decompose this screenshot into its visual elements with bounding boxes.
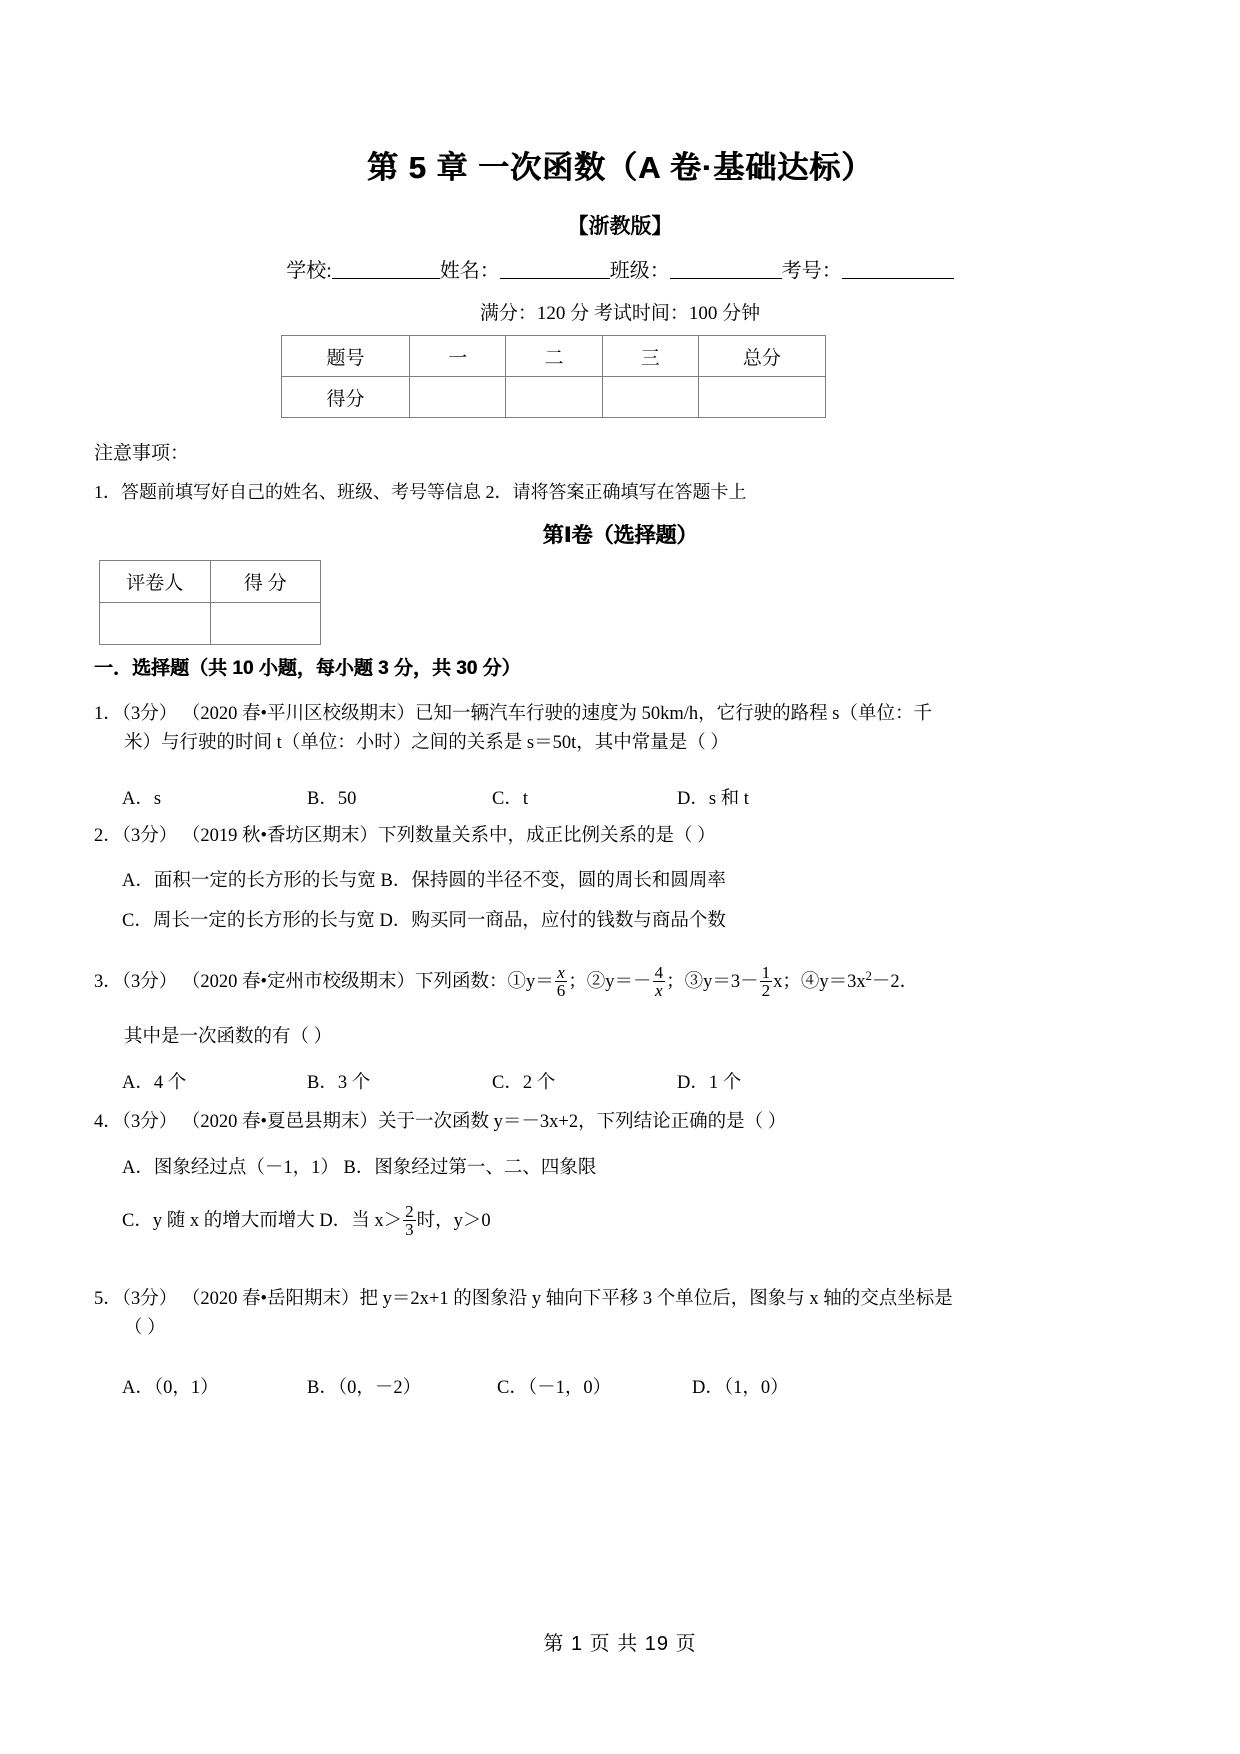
page-title: 第 5 章 一次函数（A 卷·基础达标）	[366, 150, 874, 185]
question-3-stem	[94, 962, 1154, 1001]
question-1-text: 已知一辆汽车行驶的速度为 50km/h，它行驶的路程 s（单位：千	[415, 704, 932, 724]
fraction-4-over-x	[653, 964, 666, 1000]
question-3-option-c[interactable]: C．2 个	[492, 1073, 556, 1093]
question-5-continuation: （ ）	[124, 1317, 166, 1338]
cell-part-2: 二	[506, 336, 602, 377]
question-1-options	[122, 784, 749, 810]
question-4-text: 关于一次函数 y＝－3x+2，下列结论正确的是（ ）	[378, 1112, 787, 1132]
question-5	[94, 1285, 1154, 1342]
question-3-mid-3: x；④y＝3x	[773, 972, 866, 993]
question-3-exponent: 2	[865, 968, 872, 983]
question-5-number: 5．	[94, 1289, 122, 1309]
fraction-numerator: 1	[761, 962, 771, 982]
question-1	[94, 700, 1154, 757]
volume-one-heading: 第Ⅰ卷（选择题）	[542, 524, 698, 547]
cell-marker-score-value[interactable]	[210, 603, 321, 645]
question-5-stem	[94, 1285, 1154, 1314]
question-1-stem	[94, 700, 1154, 729]
table-row	[100, 561, 321, 603]
cell-score-label: 得分	[282, 377, 410, 418]
score-summary-table	[281, 335, 826, 418]
question-3-continuation: 其中是一次函数的有（ ）	[124, 1026, 333, 1047]
question-2-text: 下列数量关系中，成正比例关系的是（ ）	[378, 826, 716, 846]
table-row	[100, 603, 321, 645]
question-3-option-a[interactable]: A．4 个	[122, 1073, 187, 1093]
total-score-time-line: 满分：120 分 考试时间：100 分钟	[479, 303, 761, 324]
question-3-option-b[interactable]: B．3 个	[307, 1073, 371, 1093]
question-4-stem	[94, 1108, 1154, 1137]
question-5-option-a[interactable]: A．（0，1）	[122, 1378, 219, 1398]
question-4-option-d-tail[interactable]: 时，y＞0	[416, 1211, 491, 1232]
cell-score-total[interactable]	[698, 377, 825, 418]
question-3-mid-1: ；②y＝－	[568, 972, 652, 993]
question-2-options-row-1[interactable]: A．面积一定的长方形的长与宽 B．保持圆的半径不变，圆的周长和圆周率	[122, 871, 726, 891]
name-blank[interactable]	[500, 258, 610, 279]
notice-line-1: 1．答题前填写好自己的姓名、班级、考号等信息 2．请将答案正确填写在答题卡上	[94, 482, 747, 502]
question-3-points: （3分）	[121, 972, 178, 993]
cell-score-1[interactable]	[410, 377, 506, 418]
class-blank[interactable]	[670, 258, 782, 279]
question-3-mid-2: ；③y＝3－	[666, 972, 759, 993]
cell-part-1: 一	[410, 336, 506, 377]
cell-part-3: 三	[602, 336, 698, 377]
fraction-denominator: x	[653, 981, 666, 999]
class-label: 班级：	[609, 260, 670, 282]
section-heading-choice: 一．选择题（共 10 小题，每小题 3 分，共 30 分）	[94, 658, 521, 679]
fraction-x-over-6	[555, 964, 568, 1000]
fraction-denominator: 3	[405, 1219, 414, 1239]
edition-label: 【浙教版】	[567, 215, 673, 238]
question-1-points: （3分）	[121, 704, 178, 724]
cell-score-2[interactable]	[506, 377, 602, 418]
question-1-option-d[interactable]: D．s 和 t	[677, 789, 749, 809]
question-3-mid-4: －2．	[871, 972, 919, 993]
name-label: 姓名：	[439, 260, 500, 282]
cell-marker-score-label: 得 分	[210, 561, 321, 603]
school-label: 学校:	[286, 260, 332, 282]
page-footer: 第 1 页 共 19 页	[543, 1633, 697, 1655]
question-4-points: （3分）	[121, 1112, 178, 1132]
question-1-source: （2020 春•平川区校级期末）	[181, 704, 416, 724]
question-2-options-row-2[interactable]: C．周长一定的长方形的长与宽 D．购买同一商品，应付的钱数与商品个数	[122, 911, 726, 931]
student-info-line	[0, 254, 1240, 283]
question-3-number: 3．	[94, 972, 122, 993]
marker-score-table	[99, 560, 321, 645]
question-5-option-b[interactable]: B．（0，－2）	[307, 1378, 422, 1398]
question-4-option-c[interactable]: C．y 随 x 的增大而增大 D．当 x＞	[122, 1211, 403, 1232]
question-2-source: （2019 秋•香坊区期末）	[181, 826, 379, 846]
examno-blank[interactable]	[842, 258, 954, 279]
fraction-numerator: 2	[405, 1201, 414, 1221]
cell-marker-label: 评卷人	[100, 561, 211, 603]
fraction-numerator: 4	[654, 962, 664, 982]
question-2	[94, 822, 1154, 851]
question-3-source: （2020 春•定州市校级期末）	[181, 972, 416, 993]
question-4-number: 4．	[94, 1112, 122, 1132]
question-4-source: （2020 春•夏邑县期末）	[181, 1112, 379, 1132]
question-1-option-b[interactable]: B．50	[307, 789, 357, 809]
cell-score-3[interactable]	[602, 377, 698, 418]
cell-marker-value[interactable]	[100, 603, 211, 645]
question-5-options	[122, 1373, 789, 1399]
question-2-points: （3分）	[121, 826, 178, 846]
fraction-denominator: 6	[556, 980, 566, 1000]
question-4	[94, 1108, 1154, 1137]
cell-question-label: 题号	[282, 336, 410, 377]
fraction-1-over-2	[760, 964, 773, 1000]
table-row	[282, 377, 826, 418]
question-1-option-a[interactable]: A．s	[122, 789, 162, 809]
question-5-source: （2020 春•岳阳期末）	[181, 1289, 360, 1309]
question-3-option-d[interactable]: D．1 个	[677, 1073, 742, 1093]
question-1-number: 1．	[94, 704, 122, 724]
fraction-2-over-3	[403, 1203, 416, 1239]
question-5-points: （3分）	[121, 1289, 178, 1309]
table-row	[282, 336, 826, 377]
notice-title: 注意事项：	[94, 443, 190, 464]
question-5-option-c[interactable]: C．（－1，0）	[497, 1378, 612, 1398]
question-1-option-c[interactable]: C．t	[492, 789, 528, 809]
question-5-text: 把 y＝2x+1 的图象沿 y 轴向下平移 3 个单位后，图象与 x 轴的交点坐标是	[359, 1289, 953, 1309]
cell-total: 总分	[698, 336, 825, 377]
question-2-stem	[94, 822, 1154, 851]
question-4-options-row-1[interactable]: A．图象经过点（－1，1） B．图象经过第一、二、四象限	[122, 1158, 597, 1178]
question-2-number: 2．	[94, 826, 122, 846]
examno-label: 考号：	[781, 260, 842, 282]
fraction-denominator: 2	[761, 980, 771, 1000]
school-blank[interactable]	[332, 258, 440, 279]
question-1-continuation: 米）与行驶的时间 t（单位：小时）之间的关系是 s＝50t，其中常量是（ ）	[124, 732, 729, 753]
fraction-numerator: x	[557, 962, 565, 982]
question-3-options	[122, 1068, 741, 1094]
question-4-options-row-2	[122, 1201, 491, 1240]
question-3-text-prefix: 下列函数：①y＝	[415, 972, 554, 993]
question-3	[94, 962, 1154, 1051]
question-5-option-d[interactable]: D．（1，0）	[692, 1378, 789, 1398]
